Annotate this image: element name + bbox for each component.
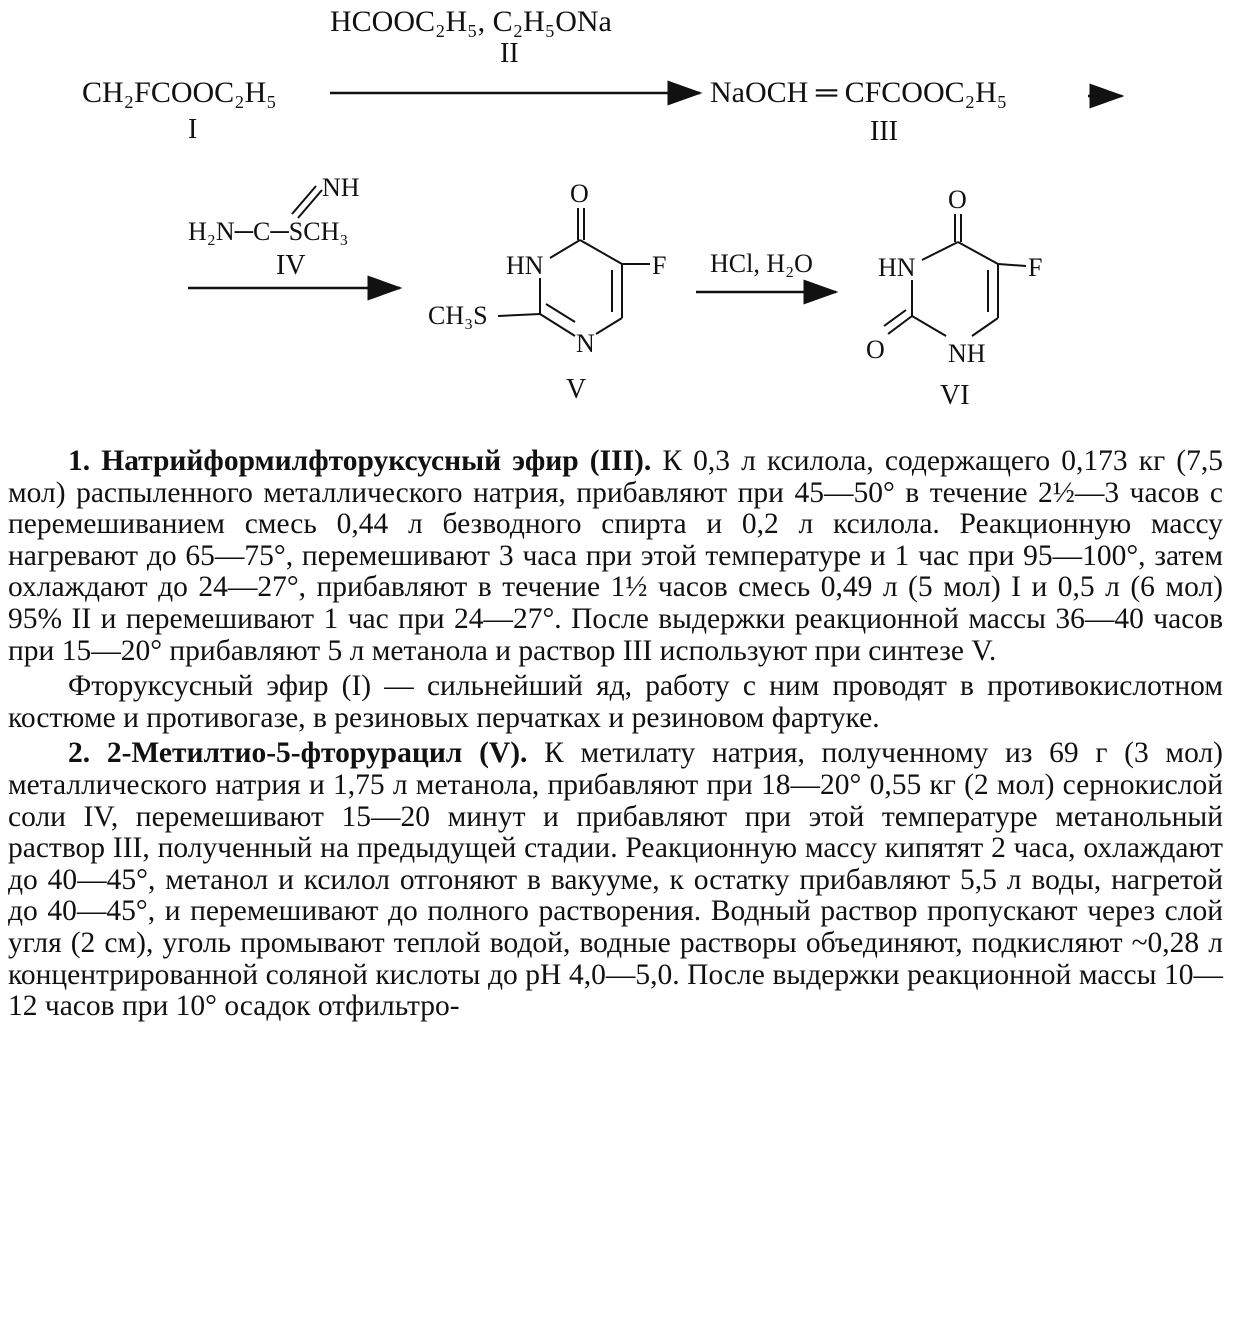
reagent-ii-number: II: [500, 38, 519, 69]
safety-warning-paragraph: [8, 671, 1223, 734]
vi-hn-label: HN: [878, 253, 916, 282]
v-f-label: F: [652, 251, 667, 280]
compound-v-number: V: [566, 374, 587, 405]
iv-main-formula: H₂N─C─SCH₃: [188, 217, 349, 246]
section-1-text: К 0,3 л ксилола, содержащего 0,173 кг (7,5 мол) распыленного металлического натрия, прибавляют при 45—50° в течение 2½—3 часов с перемешиванием смесь 0,44 л безводного спирта и 0,2 л ксилола. Реакционную массу нагревают до 65—75°, перемешивают 3 часа при этой температуре и 1 час при 95—100°, затем охлаждают до 24—27°, прибавляют в течение 1½ часов смесь 0,49 л (5 мол) I и 0,5 л (6 мол) 95% II и перемешивают 1 час при 24—27°. После выдержки реакционной массы 36—40 часов при 15—20° прибавляют 5 л метанола и раствор III используют при синтезе V.: [8, 445, 1223, 667]
v-hn-label: HN: [506, 251, 544, 280]
v-oxygen-label: O: [570, 179, 589, 208]
section-2-paragraph: [8, 738, 1223, 1022]
document-body: [8, 446, 1223, 1023]
reaction-scheme: [0, 0, 1235, 440]
vi-nh-label: NH: [948, 339, 986, 368]
hydrolysis-reagent-label: HCl, H₂O: [710, 249, 813, 278]
vi-left-oxygen-label: O: [866, 335, 885, 364]
section-1-heading: 1. Натрийформилфторуксусный эфир (III).: [68, 445, 652, 477]
v-ch3s-label: CH₃S: [428, 301, 488, 330]
vi-top-oxygen-label: O: [948, 185, 967, 214]
compound-iii-number: III: [870, 116, 898, 147]
vi-f-label: F: [1028, 253, 1043, 282]
section-2-heading: 2. 2-Метилтио-5-фторурацил (V).: [68, 737, 528, 770]
compound-vi-number: VI: [940, 380, 970, 411]
section-1-paragraph: [8, 446, 1223, 667]
compound-iv-number: IV: [276, 250, 306, 281]
iv-nh-label: NH: [322, 173, 360, 202]
compound-i-number: I: [188, 114, 198, 145]
compound-i-formula: CH₂FCOOC₂H₅: [82, 76, 277, 109]
v-n-label: N: [576, 329, 595, 358]
reagent-ii-label: HCOOC₂H₅, C₂H₅ONa: [330, 5, 612, 38]
compound-iii-formula: NaOCH ═ CFCOOC₂H₅: [710, 76, 1008, 109]
safety-warning-text: Фторуксусный эфир (I) — сильнейший яд, работу с ним проводят в противокислотном костюме и противогазе, в резиновых перчатках и резиновом фартуке.: [8, 670, 1223, 734]
section-2-text: К метилату натрия, полученному из 69 г (3 мол) металлического натрия и 1,75 л метанола, прибавляют при 18—20° 0,55 кг (2 мол) сернокислой соли IV, перемешивают 15—20 минут и прибавляют при этой температуре метанольный раствор III, полученный на предыдущей стадии. Реакционную массу кипятят 2 часа, охлаждают до 40—45°, метанол и ксилол отгоняют в вакууме, к остатку прибавляют 5,5 л воды, нагретой до 40—45°, и перемешивают до полного растворения. Водный раствор пропускают через слой угля (2 см), уголь промывают теплой водой, водные растворы объединяют, подкисляют ~0,28 л концентрированной соляной кислоты до pH 4,0—5,0. После выдержки реакционной массы 10—12 часов при 10° осадок отфильтро-: [8, 737, 1223, 1023]
